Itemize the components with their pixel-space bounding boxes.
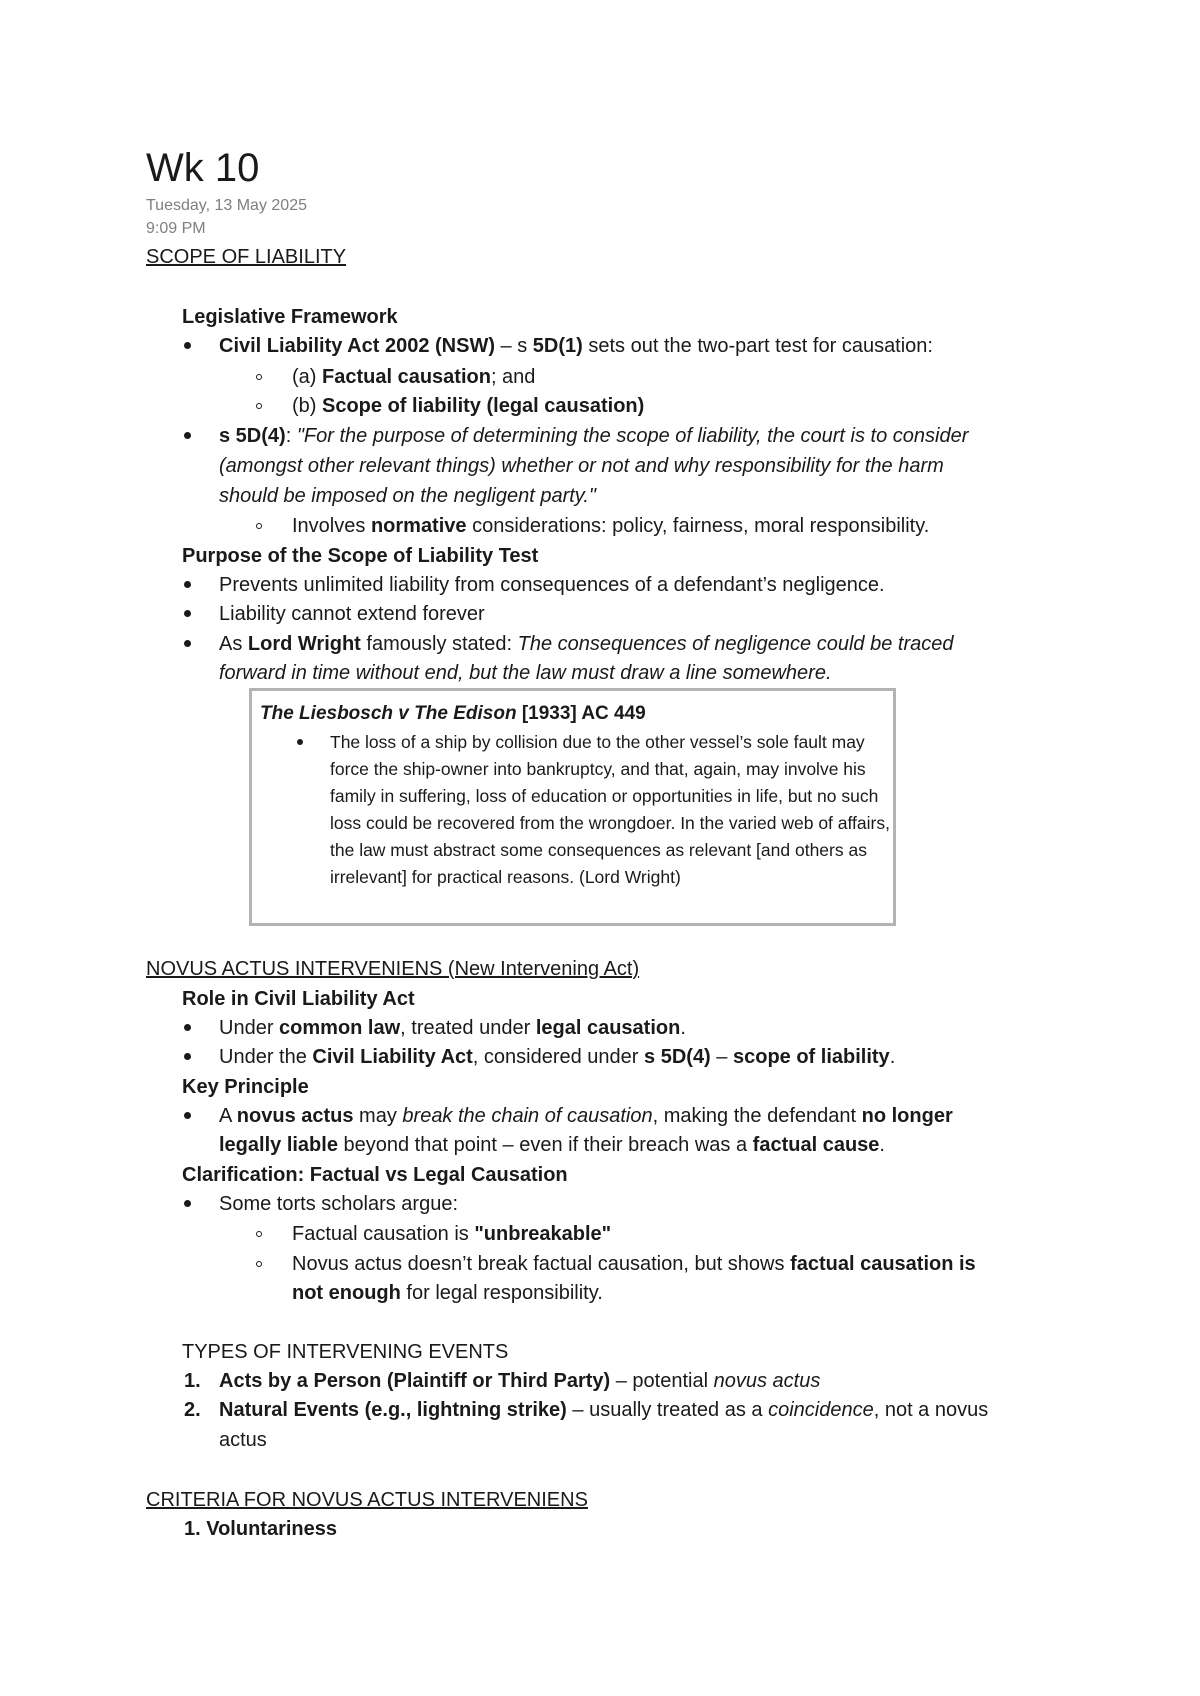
subheading-legislative: Legislative Framework [182,306,398,328]
sub-bullet-icon [256,523,262,529]
bullet-icon [184,1053,191,1060]
sub-bullet-icon [256,403,262,409]
key-principle-line-2: legally liable beyond that point – even if their breach was a factual cause. [219,1134,885,1156]
unbreakable-item: Factual causation is "unbreakable" [292,1223,612,1245]
bullet-icon [184,1112,191,1119]
sub-bullet-icon [256,374,262,380]
section-heading-criteria: CRITERIA FOR NOVUS ACTUS INTERVENIENS [146,1489,588,1511]
section-heading-scope: SCOPE OF LIABILITY [146,246,347,268]
case-box [249,688,896,926]
s5d4-line-2: (amongst other relevant things) whether or not and why responsibility for the harm [219,455,944,477]
sub-bullet-icon [256,1231,262,1237]
bullet-icon [184,342,191,349]
page-date: Tuesday, 13 May 2025 [146,197,307,214]
common-law-item: Under common law, treated under legal causation. [219,1017,686,1039]
page-title: Wk 10 [146,146,260,190]
sub-item-a: (a) Factual causation; and [292,366,536,388]
bullet-icon [184,1200,191,1207]
criteria-item-1: 1. Voluntariness [184,1518,338,1540]
subheading-clarification: Clarification: Factual vs Legal Causation [182,1164,568,1186]
bullet-icon [184,581,191,588]
bullet-icon [297,739,303,745]
subheading-purpose: Purpose of the Scope of Liability Test [182,545,539,567]
bullet-icon [184,432,191,439]
sub-bullet-icon [256,1261,262,1267]
types-item-2-cont: actus [219,1429,267,1451]
subheading-key-principle: Key Principle [182,1076,309,1098]
sub-item-b: (b) Scope of liability (legal causation) [292,395,645,417]
list-number: 1. [184,1370,201,1392]
wright-line-2: forward in time without end, but the law must draw a line somewhere. [219,662,832,684]
page-time: 9:09 PM [146,220,206,237]
purpose-item-2: Liability cannot extend forever [219,603,485,625]
novus-factual-line-1: Novus actus doesn’t break factual causation, but shows factual causation is [292,1253,976,1275]
types-item-2: Natural Events (e.g., lightning strike) – usually treated as a coincidence, not a novus [219,1399,989,1421]
cla-bullet: Civil Liability Act 2002 (NSW) – s 5D(1) sets out the two-part test for causation: [219,335,933,357]
s5d4-line-3: should be imposed on the negligent party." [219,485,596,507]
purpose-item-1: Prevents unlimited liability from consequences of a defendant’s negligence. [219,574,885,596]
subheading-types: TYPES OF INTERVENING EVENTS [182,1341,509,1363]
subheading-role: Role in Civil Liability Act [182,988,415,1010]
key-principle-line-1: A novus actus may break the chain of causation, making the defendant no longer [219,1105,953,1127]
bullet-icon [184,610,191,617]
case-title: The Liesbosch v The Edison [1933] AC 449 [260,703,646,724]
list-number: 2. [184,1399,201,1421]
case-quote: The loss of a ship by collision due to the other vessel’s sole fault may force the ship-owner into bankruptcy, and that, again, may involve his family in suffering, loss of education or opportunities in life, but no such loss could be recovered from the wrongdoer. In the varied web of affairs, the law must abstract some consequences as relevant [and others as irrelevant] for practical reasons. (Lord Wright) [330,732,890,887]
scholars-item: Some torts scholars argue: [219,1193,458,1215]
bullet-icon [184,1024,191,1031]
types-item-1: Acts by a Person (Plaintiff or Third Party) – potential novus actus [219,1370,821,1392]
cla-item: Under the Civil Liability Act, considered under s 5D(4) – scope of liability. [219,1046,896,1068]
section-heading-novus: NOVUS ACTUS INTERVENIENS (New Intervening Act) [146,958,640,980]
s5d4-line-1: s 5D(4): "For the purpose of determining the scope of liability, the court is to consider [219,425,969,447]
normative-item: Involves normative considerations: policy, fairness, moral responsibility. [292,515,930,537]
bullet-icon [184,640,191,647]
wright-line-1: As Lord Wright famously stated: The consequences of negligence could be traced [219,633,954,655]
novus-factual-line-2: not enough for legal responsibility. [292,1282,603,1304]
